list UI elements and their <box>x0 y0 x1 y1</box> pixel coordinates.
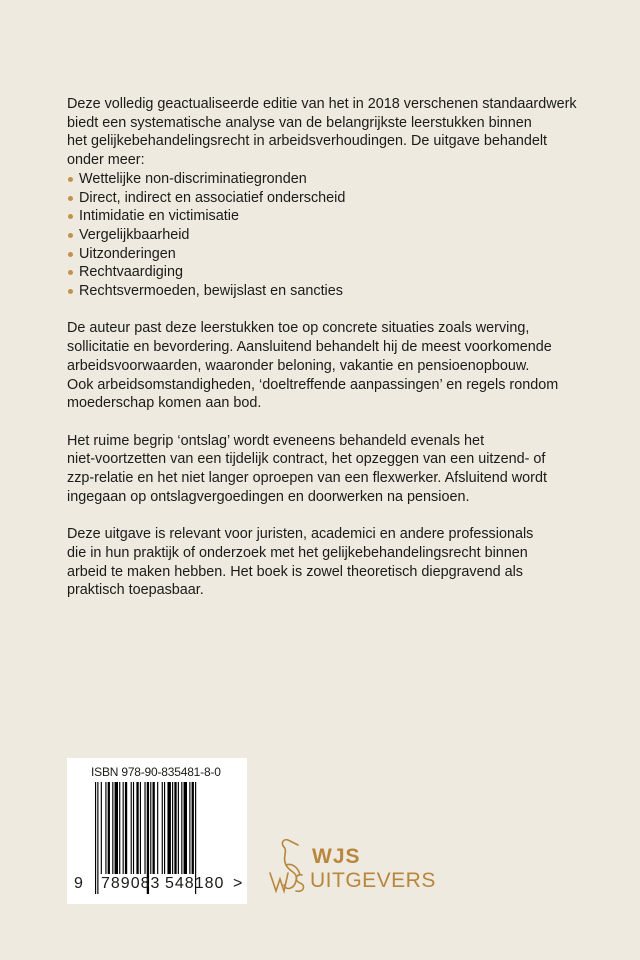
text-line: niet-voortzetten van een tijdelijk contract, het opzeggen van een uitzend- of <box>67 451 546 468</box>
barcode-bar <box>108 782 110 874</box>
barcode-bar <box>112 782 113 874</box>
publisher-name: WJS <box>312 845 361 868</box>
heron-icon <box>268 835 312 897</box>
list-item: Intimidatie en victimisatie <box>67 207 607 226</box>
barcode-digits-left: 789083 <box>101 875 161 892</box>
barcode-bar <box>133 782 134 874</box>
text-line: Het ruime begrip ‘ontslag’ wordt eveneens behandeld evenals het <box>67 432 485 449</box>
text-line: De auteur past deze leerstukken toe op concrete situaties zoals werving, <box>67 320 530 337</box>
text-line: arbeid te maken hebben. Het boek is zowel theoretisch diepgravend als <box>67 563 523 580</box>
barcode-bar <box>157 782 158 874</box>
barcode-bar <box>119 782 120 874</box>
barcode-bar <box>136 782 138 874</box>
list-item: Vergelijkbaarheid <box>67 226 607 245</box>
text-line: Deze volledig geactualiseerde editie van het in 2018 verschenen standaardwerk <box>67 96 577 112</box>
text-line: het gelijkebehandelingsrecht in arbeidsverhoudingen. De uitgave behandelt <box>67 133 548 150</box>
barcode-bar <box>174 782 176 874</box>
barcode-bar <box>167 782 170 874</box>
publisher-subtitle: UITGEVERS <box>310 869 436 892</box>
paragraph-4 <box>67 525 607 600</box>
barcode-bar <box>178 782 179 874</box>
text-line: sollicitatie en bevordering. Aansluitend behandelt hij de meest voorkomende <box>67 339 552 356</box>
text-line: Ook arbeidsomstandigheden, ‘doeltreffende aanpassingen’ en regels rondom <box>67 376 559 393</box>
list-item: Rechtvaardiging <box>67 263 607 282</box>
list-item: Direct, indirect en associatief onderscheid <box>67 189 607 208</box>
paragraph-3 <box>67 432 607 507</box>
barcode-bar <box>153 782 155 874</box>
text-line: moederschap komen aan bod. <box>67 395 262 412</box>
barcode-bar <box>101 782 102 874</box>
text-line: praktisch toepasbaar. <box>67 582 204 599</box>
isbn-barcode <box>67 758 247 904</box>
text-line: zzp-relatie en het niet langer oproepen van een flexwerker. Afsluitend wordt <box>67 470 547 487</box>
topic-list <box>67 170 607 301</box>
barcode-digit-first: 9 <box>74 875 83 892</box>
barcode-bar <box>115 782 118 874</box>
barcode-bar <box>189 782 190 874</box>
text-line: onder meer: <box>67 152 145 169</box>
barcode-bar <box>131 782 132 874</box>
text-line: Deze uitgave is relevant voor juristen, academici en andere professionals <box>67 526 534 543</box>
barcode-bar <box>162 782 163 874</box>
text-line: ingegaan op ontslagvergoedingen en doorwerken na pensioen. <box>67 488 470 505</box>
text-line: biedt een systematische analyse van de belangrijkste leerstukken binnen <box>67 114 532 131</box>
text-line: die in hun praktijk of onderzoek met het gelijkebehandelingsrecht binnen <box>67 544 528 561</box>
barcode-bar <box>184 782 187 874</box>
barcode-bar <box>140 782 141 874</box>
barcode-bar <box>192 782 194 874</box>
barcode-bar <box>123 782 124 874</box>
barcode-bar <box>144 782 145 874</box>
text-line: arbeidsvoorwaarden, waaronder beloning, vakantie en pensioenopbouw. <box>67 357 530 374</box>
barcode-bar <box>125 782 127 874</box>
list-item: Rechtsvermoeden, bewijslast en sancties <box>67 282 607 301</box>
barcode-bar <box>150 782 151 874</box>
intro-paragraph <box>67 95 607 301</box>
barcode-bar <box>181 782 182 874</box>
barcode-bar <box>172 782 173 874</box>
paragraph-2 <box>67 319 607 413</box>
isbn-label: ISBN 978-90-835481-8-0 <box>91 765 221 779</box>
barcode-bar <box>164 782 165 874</box>
barcode-bar <box>97 782 98 894</box>
barcode-arrow: > <box>233 875 243 892</box>
back-cover-text <box>67 95 607 619</box>
barcode-digits-right: 548180 <box>165 875 225 892</box>
publisher-logo <box>268 835 438 897</box>
barcode-bar <box>105 782 106 874</box>
list-item: Wettelijke non-discriminatiegronden <box>67 170 607 189</box>
list-item: Uitzonderingen <box>67 245 607 264</box>
barcode-bar <box>95 782 96 894</box>
